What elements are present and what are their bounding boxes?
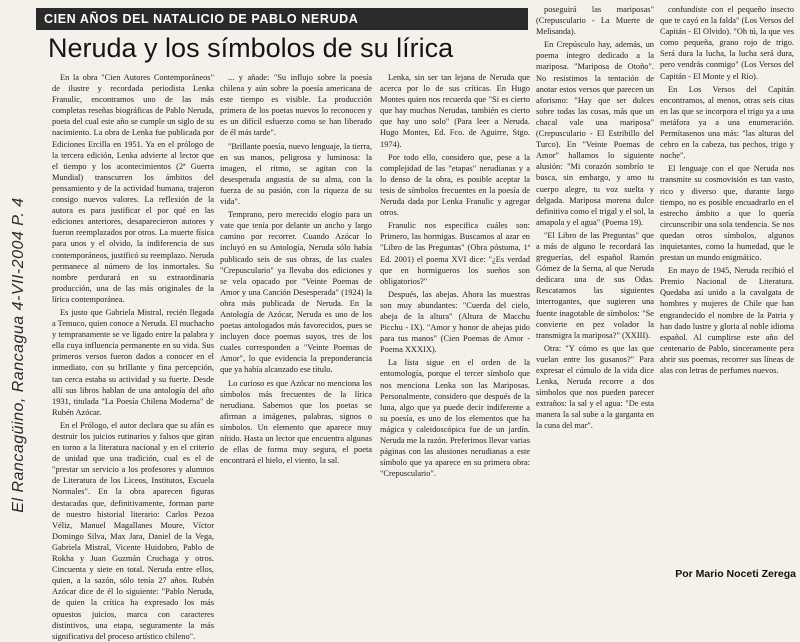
paragraph: ... y añade: "Su influjo sobre la poesía chilena y aún sobre la poesía americana de este tiempo es visible. La producción primera de los poetas nuevos lo reconocen y es un difícil esfuerzo como se han liberado de él más tarde". [220, 73, 372, 138]
author-byline: Por Mario Noceti Zerega [675, 568, 796, 580]
paragraph: "Brillante poesía, nuevo lenguaje, la tierra, en sus manos, peligrosa y luminosa: la imagen, el ritmo, se agitan con la desesperada angustia de su alma, con la fuerza de su pasión, con la riqueza de su vida". [220, 141, 372, 207]
paragraph: Otra: "Y cómo es que las que vuelan entre los gusanos?" Para expresar el cúmulo de la vida dice Lenka, Neruda recorre a dos símbolos que nos pueden parecer extraños: la sal y el agua: "De esta manera la sal sube a la garganta en la cuna del mar". [536, 343, 654, 431]
paragraph: En Los Versos del Capitán encontramos, al menos, otras seis citas en las que se incorpora el trigo ya a una metáfora ya a una enumeración. Permítasenos una más: "las alturas del cebro en la cabeza, tus pechos, trigo y noche". [660, 84, 794, 161]
article-column-2 [220, 72, 372, 592]
paragraph: La lista sigue en el orden de la entomología, porque el tercer símbolo que nos menciona Lenka son las Mariposas. Personalmente, considero que después de la luna, algo que ya puede decir indiferente a su poesía, es uno de los elementos que ha mágica y caleidoscópica fue de un jardín. Neruda me la razón. Preferimos llevar varias páginas con las alusiones nerudianas a este símbolo que ya aparece en su primera obra: "Crepusculario". [380, 358, 530, 479]
paragraph: En la obra "Cien Autores Contemporáneos" de ilustre y recordada periodista Lenka Franulic, encontramos uno de las más completas reseñas biográficas de Pablo Neruda, poeta del cual este año se cumple un siglo de su nacimiento. La obra de Lenka fue publicada por Ediciones Ercilla en 1951. Ya en el prólogo de la tercera edición, Lenka advierte al lector que el tiempo y los acontecimientos (2ª Guerra Mundial) transcurren los ámbitos del pensamiento y de la actividad humana, trajeron consigo nuevos valores. La reflexión de la autora es para justificar el por qué en las ediciones anteriores, desaparecieron autores y fueron reemplazados por otros. La muerte física para unos y el olvido, la indiferencia de sus contemporáneos, justificó su reemplazo. Neruda permanece al número de los inmortales. Su nombre perdurará en su extraordinaria producción, una de las más originales de la lírica contemporánea. [52, 73, 214, 304]
paragraph: "El Libro de las Preguntas" que a más de alguno le recordará las greguerías, del español Ramón Gómez de la Serna, al que Neruda dedicara una de sus Odas. Rescatamos las siguientes interrogantes, que sugieren una fuente inagotable de símbolos: "Se convierte en pez volador la transmigra la mariposa?" (XXIII). [536, 230, 654, 340]
paragraph: En mayo de 1945, Neruda recibió el Premio Nacional de Literatura. Quedaba así unido a la cavalgata de hombres y mujeres de Chile que han engrandecido el nombre de la Patria y han dado lustre y gloria al noble idioma español. Al cumplirse este año del centenario de Pablo, sinceramente pera abrir sus poemas, recorrer sus líneas de alas con letras de perfumes nuevos. [660, 266, 794, 375]
paragraph: Es justo que Gabriela Mistral, recién llegada a Temuco, quien conoce a Neruda. El muchacho y tempranamente se ve ligado entre la palabra y ella cuya influencia permanente en su vida. Sus primeros versos fueron dados a conocer en el inmediato, con su brillante y fina percepción, tan cerca estaba su actividad y su fuerte. Desde allí sus libros hablan de una antología del año 1931, titulada "La Poesía Chilena Moderna" de Rubén Azócar. [52, 307, 214, 417]
article-column-1 [52, 72, 214, 641]
article-column-4 [536, 4, 654, 592]
source-note-text: El Rancagüino, Rancagua 4-VII-2004 P. 4 [10, 197, 27, 513]
paragraph: En el Prólogo, el autor declara que su afán es destruir los juicios rutinarios y falsos que giran en torno a la literatura nacional y en el criterio de unidad que una tradición, cual es el de "prestar un servicio a los profesores y alumnos de Literatura de los Liceos, Institutos, Escuela Normales". En la obra aparecen figuras destacadas que, definitivamente, forman parte de nuestro historial literario: Carlos Pezoa Véliz, Manuel Magallanes Moure, Víctor Domingo Silva, Max Jara, Daniel de la Vega, Gabriela Mistral, Vicente Huidobro, Pablo de Rokha y Juan Guzmán Cruchaga y otros. Cincuenta y siete en total. Neruda entre ellos, quien, a la sazón, sólo tenía 27 años. Rubén Azócar dice de él lo siguiente: "Pablo Neruda, de quien la crítica ha expresado los más opuestos juicios, marca con caracteres distintivos, una etapa, seguramente la más significativa del proceso artístico chileno". [52, 420, 214, 641]
paragraph: Lenka, sin ser tan lejana de Neruda que acerca por lo de sus críticas. En Hugo Montes quien nos recuerda que "Si es cierto que hay muchos Nerudas, también es cierto que hay uno solo" (Para leer a Neruda. Hugo Montes, Ed. Fco. de Aguirre, Stgo. 1974). [380, 73, 530, 149]
section-banner: CIEN AÑOS DEL NATALICIO DE PABLO NERUDA [36, 8, 528, 30]
article-column-3 [380, 72, 530, 592]
article-column-5 [660, 4, 794, 564]
paragraph: confundiste con el pequeño insecto que te cayó en la falda" (Los Versos del Capitán - El Olvido). "Oh tú, la que ves como pequeña, grano rojo de trigo. Será dura la lucha, la lucha será dura, pero vendrás conmigo" (Los Versos del Capitán - El Monte y el Río). [660, 5, 794, 81]
paragraph: El lenguaje con el que Neruda nos transmite su cosmovisión es tan vasto, rico y diverso que, durante largo tiempo, no es posible encuadrarlo en el estrecho ámbito a que lo quería circunscribir una sola tendencia. Se nos quedan otros símbolos, algunos inquietantes, como la humedad, que le prestan un mundo enigmático. [660, 164, 794, 263]
paragraph: Después, las abejas. Ahora las muestras son muy abundantes: "Cuerda del cielo, abeja de la altura" (Altura de Macchu Picchu - IX). "Amor y honor de abejas pido para tus manos" (Cien Poemas de Amor - Poema XXXIX). [380, 289, 530, 355]
paragraph: En Crepúsculo hay, además, un poema íntegro dedicado a la mariposa. "Mariposa de Otoño". No resistimos la tentación de anotar estos versos que parecen un aforismo: "Hay que ser dulces sobre todas las cosas, más que un chacal vale una mariposa" (Crepusculario - El Estribillo del Turco). En "Veinte Poemas de Amor" hallamos lo siguiente alusión: "Mi corazón sombrío te busca, sin embargo, y amo tu cuerpo alegre, tu voz suelta y delgada. Mariposa morena dulce definitiva como el trigal y el sol, la amapola y el agua" (Poema 19). [536, 40, 654, 227]
paragraph: Por todo ello, considero que, pese a la complejidad de las "etapas" nerudianas y a lo denso de la obra, es posible aceptar la tesis de símbolos frecuentes en la poesía de Neruda dada por Lenka Franulic y agregar otros. [380, 152, 530, 218]
paragraph: poseguirá las mariposas" (Crepusculario - La Muerte de Melisanda). [536, 5, 654, 37]
handwritten-source-note [6, 120, 32, 590]
paragraph: Lo curioso es que Azócar no menciona los símbolos más frecuentes de la lírica nerudiana. Sabemos que los poetas se afirman a imágenes, palabras, signos o símbolos. Un elemento que aparece muy nítido. Hasta un lector que encuentra algunas de ellas de forma muy segura, el poeta encontrará el hielo, el viento, la sal. [220, 378, 372, 466]
paragraph: Franulic nos especifica cuáles son: Primero, las hormigas. Buscamos al azar en "Libro de las Preguntas" (Obra póstuma, 1ª Ed. 2001) el poema XVI dice: "¿Es verdad que en hormigueros los sueños son obligatorios?" [380, 221, 530, 286]
paragraph: Temprano, pero merecido elogio para un vate que tenía por delante un ancho y largo camino por recorrer. Cuando Azócar lo incluyó en su Antología, Neruda sólo había publicado seis de sus obras, de las cuales "Crepusculario" ya llevaba dos ediciones y se vela opacado por "Veinte Poemas de Amor y una Canción Desesperada" (1924) la obra más publicada de Neruda. En la Antología de Azócar, Neruda es uno de los poetas antologados más favorecidos, pues se incluyen doce poemas suyos, tres de los cuales corresponden a "Veinte Poemas de Amor", lo que evidencia la preponderancia que ya había alcanzado ese título. [220, 210, 372, 375]
article-title: Neruda y los símbolos de su lírica [48, 33, 454, 63]
